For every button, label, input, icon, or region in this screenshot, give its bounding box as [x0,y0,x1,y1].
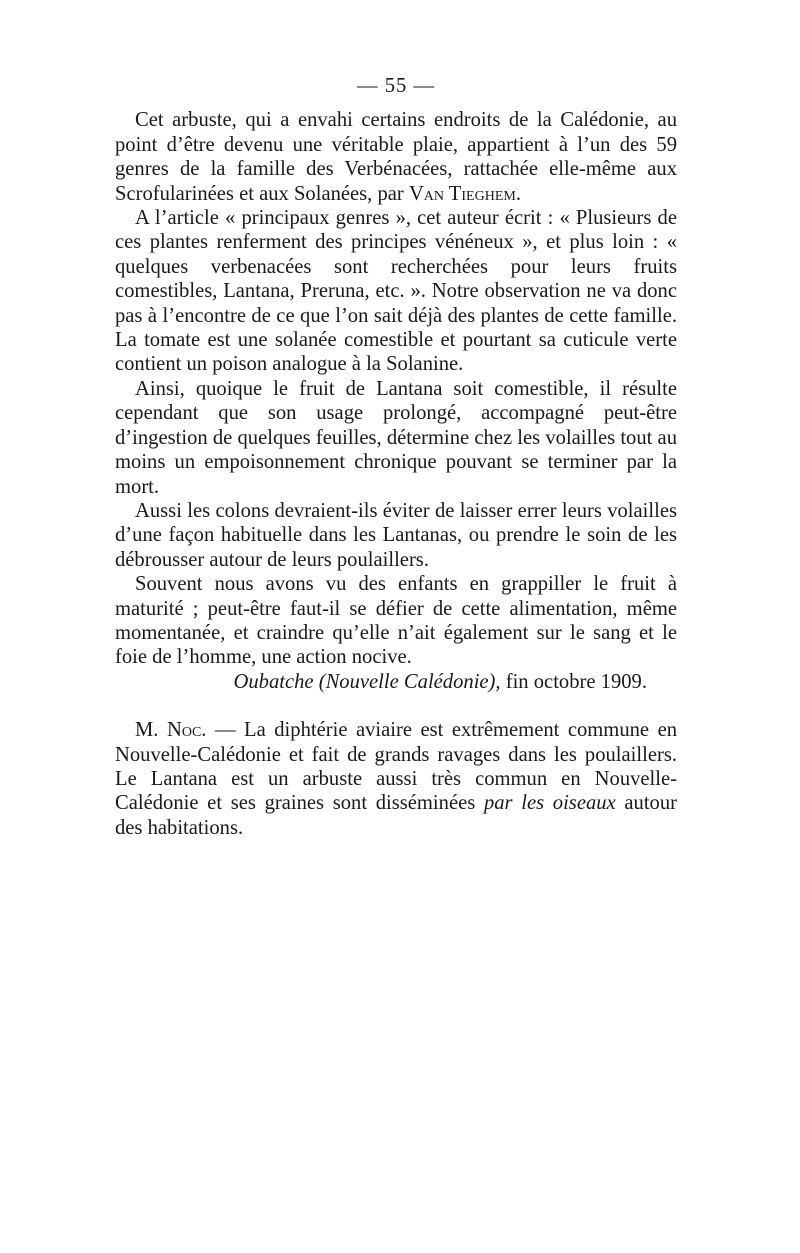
discussion-emphasis: par les oiseaux [483,792,616,815]
discussion-speaker: M. Noc. [135,719,207,742]
paragraph-1 [115,108,677,206]
signature-place: Oubatche (Nouvelle Calédonie), [233,670,501,693]
section-gap [115,694,677,718]
signature-date: fin octobre 1909. [500,670,647,693]
paragraph-5: Souvent nous avons vu des enfants en grappiller le fruit à maturité ; peut-être faut-il se défier de cette alimentation, même momentanée, et craindre qu’elle n’ait également sur le sang et le foie de l’homme, une action nocive. [115,573,677,669]
paragraph-1-text: Cet arbuste, qui a envahi certains endroits de la Calédonie, au point d’être devenu une véritable plaie, appartient à l’un des 59 genres de la famille des Verbénacées, rattachée elle-même aux Scrofularinées et aux Solanées, par [115,109,677,205]
page-number: — 55 — [356,75,436,97]
discussion-paragraph [115,718,677,840]
author-name: Van Tieghem [408,182,516,205]
signature-line [115,670,677,694]
discussion-text-2: autour des habitations. [115,792,677,839]
discussion-text-1: — La diphtérie aviaire est extrêmement commune en Nouvelle-Calédonie et fait de grands ravages dans les poulaillers. Le Lantana est un arbuste aussi très commun en Nouvelle-Calédonie et ses graines sont disséminées [115,719,678,815]
paragraph-4: Aussi les colons devraient-ils éviter de laisser errer leurs volailles d’une façon habituelle dans les Lantanas, ou prendre le soin de les débrousser autour de leurs poulaillers. [115,499,677,571]
paragraph-1-end: . [515,182,521,205]
paragraph-3: Ainsi, quoique le fruit de Lantana soit comestible, il résulte cependant que son usage prolongé, accompagné peut-être d’ingestion de quelques feuilles, détermine chez les volailles tout au moins un empoisonnement chronique pouvant se terminer par la mort. [115,377,677,498]
paragraph-2: A l’article « principaux genres », cet auteur écrit : « Plusieurs de ces plantes renferment des principes vénéneux », et plus loin : « quelques verbenacées sont recherchées pour leurs fruits comestibles, Lantana, Preruna, etc. ». Notre observation ne va donc pas à l’encontre de ce que l’on sait déjà des plantes de cette famille. La tomate est une solanée comestible et pourtant sa cuticule verte contient un poison analogue à la Solanine. [115,207,677,376]
document-page [115,74,677,840]
